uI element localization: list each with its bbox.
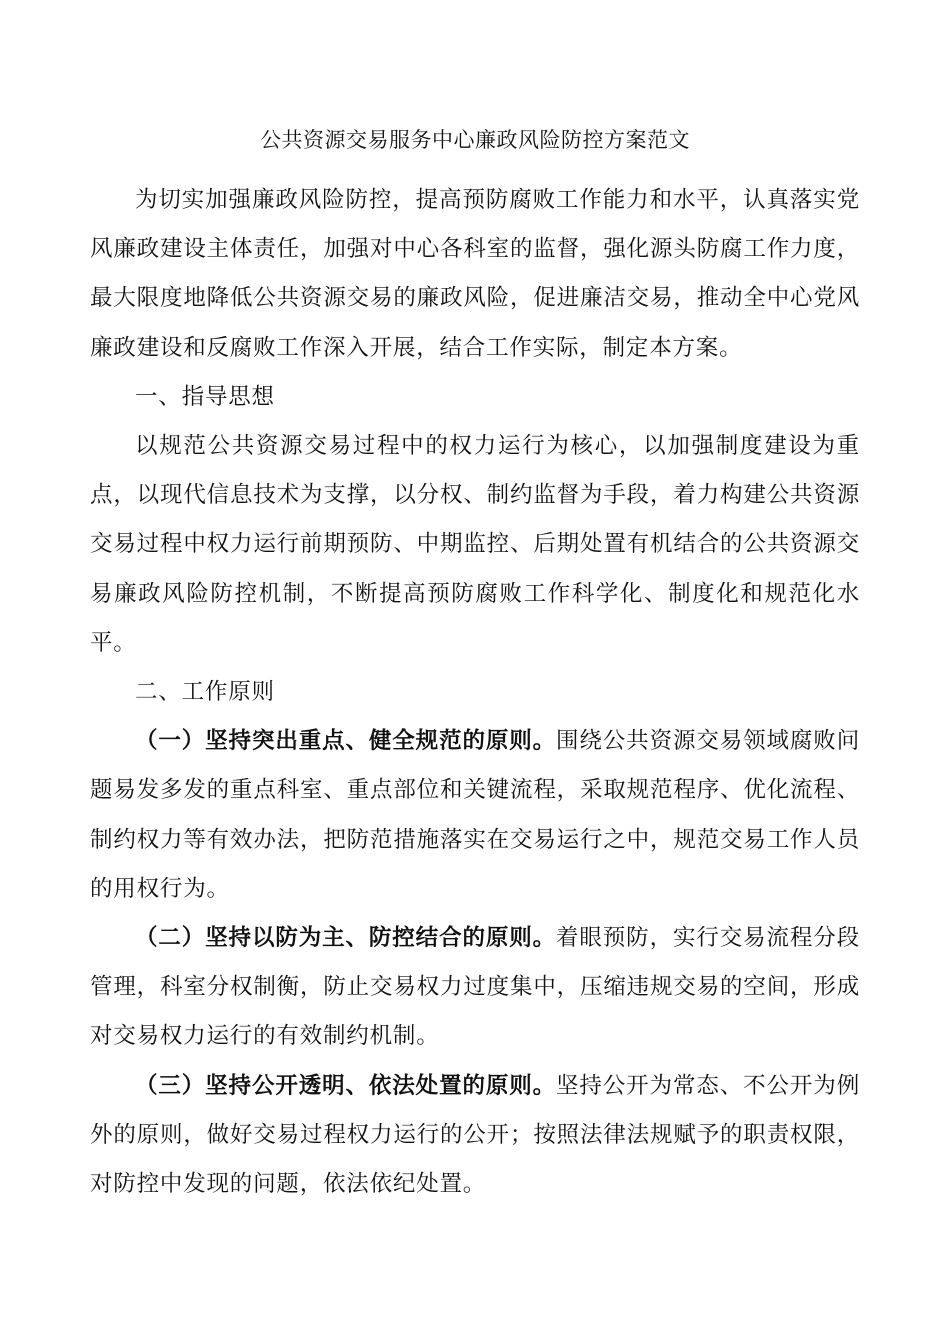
principle-1-lead: （一）坚持突出重点、健全规范的原则。 bbox=[135, 728, 557, 755]
guiding-ideology-paragraph: 以规范公共资源交易过程中的权力运行为核心，以加强制度建设为重点，以现代信息技术为支撑，以分权、制约监督为手段，着力构建公共资源交易过程中权力运行前期预防、中期监控、后期处置有机结合的公共资源交易廉政风险防控机制，不断提高预防腐败工作科学化、制度化和规范化水平。 bbox=[90, 433, 860, 656]
intro-paragraph: 为切实加强廉政风险防控，提高预防腐败工作能力和水平，认真落实党风廉政建设主体责任，加强对中心各科室的监督，强化源头防腐工作力度，最大限度地降低公共资源交易的廉政风险，促进廉洁交易，推动全中心党风廉政建设和反腐败工作深入开展，结合工作实际，制定本方案。 bbox=[90, 187, 860, 361]
principle-paragraph-1 bbox=[90, 717, 860, 914]
document-body bbox=[90, 176, 860, 1209]
principle-paragraph-2 bbox=[90, 914, 860, 1062]
principle-1-body: 围绕公共资源交易领域腐败问题易发多发的重点科室、重点部位和关键流程，采取规范程序、优化流程、制约权力等有效办法，把防范措施落实在交易运行之中，规范交易工作人员的用权行为。 bbox=[90, 728, 860, 902]
document-title: 公共资源交易服务中心廉政风险防控方案范文 bbox=[260, 128, 690, 152]
section-heading-work-principles: 二、工作原则 bbox=[135, 679, 275, 706]
principle-3-lead: （三）坚持公开透明、依法处置的原则。 bbox=[135, 1072, 557, 1099]
principle-3-body: 坚持公开为常态、不公开为例外的原则，做好交易过程权力运行的公开；按照法律法规赋予的职责权限，对防控中发现的问题，依法依纪处置。 bbox=[90, 1072, 860, 1198]
principle-2-lead: （二）坚持以防为主、防控结合的原则。 bbox=[135, 925, 557, 952]
principle-paragraph-3 bbox=[90, 1062, 860, 1210]
section-heading-guiding-ideology: 一、指导思想 bbox=[135, 383, 275, 410]
principle-2-body: 着眼预防，实行交易流程分段管理，科室分权制衡，防止交易权力过度集中，压缩违规交易的空间，形成对交易权力运行的有效制约机制。 bbox=[90, 925, 860, 1050]
